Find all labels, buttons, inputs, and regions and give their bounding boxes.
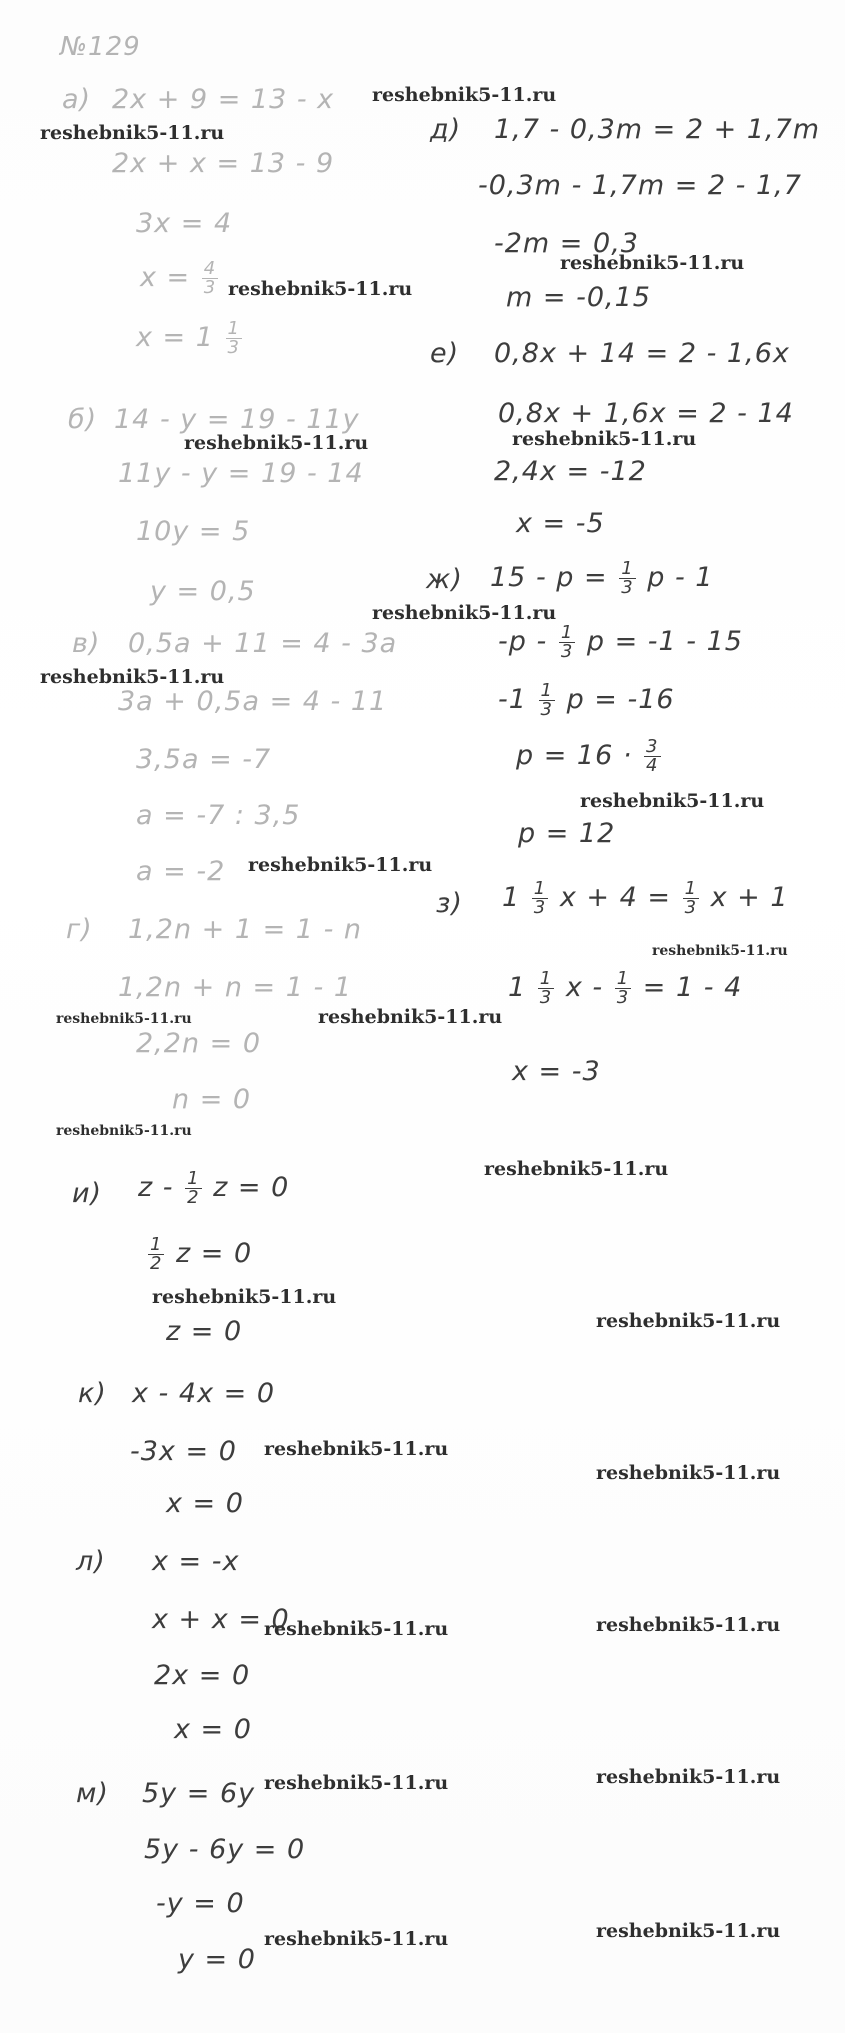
solution-e-step-2: 2,4x = -12 xyxy=(494,456,647,487)
solution-d-step-2: -2m = 0,3 xyxy=(494,228,639,259)
solution-e-label: е) xyxy=(430,338,460,369)
solution-k-equation: x - 4x = 0 xyxy=(132,1378,276,1409)
watermark: reshebnik5-11.ru xyxy=(596,1614,781,1636)
watermark: reshebnik5-11.ru xyxy=(152,1286,337,1308)
solution-zh-equation: 15 - p = $\frac{1}{3}$ p - 1 xyxy=(490,558,714,598)
solution-z-label: з) xyxy=(436,888,463,919)
watermark: reshebnik5-11.ru xyxy=(652,943,788,959)
solution-zh-step-3: p = 16 · $\frac{3}{4}$ xyxy=(516,736,659,776)
solution-zh-step-4: p = 12 xyxy=(518,818,616,849)
watermark: reshebnik5-11.ru xyxy=(596,1920,781,1942)
solution-z-step-2: x = -3 xyxy=(512,1056,601,1087)
watermark: reshebnik5-11.ru xyxy=(372,84,557,106)
solution-m-step-3: y = 0 xyxy=(178,1944,256,1975)
watermark: reshebnik5-11.ru xyxy=(318,1006,503,1028)
watermark: reshebnik5-11.ru xyxy=(40,122,225,144)
watermark: reshebnik5-11.ru xyxy=(264,1928,449,1950)
watermark: reshebnik5-11.ru xyxy=(184,432,369,454)
watermark: reshebnik5-11.ru xyxy=(580,790,765,812)
solution-k-step-1: -3x = 0 xyxy=(130,1436,237,1467)
watermark: reshebnik5-11.ru xyxy=(264,1618,449,1640)
solution-d-label: д) xyxy=(430,114,462,145)
solution-e-step-3: x = -5 xyxy=(516,508,605,539)
watermark: reshebnik5-11.ru xyxy=(596,1766,781,1788)
solution-zh-label: ж) xyxy=(426,564,463,595)
solution-b-label: б) xyxy=(68,404,98,435)
solution-i-label: и) xyxy=(72,1178,103,1209)
solution-g-label: г) xyxy=(66,914,93,945)
solution-e-step-1: 0,8x + 1,6x = 2 - 14 xyxy=(498,398,794,429)
solution-l-step-1: x + x = 0 xyxy=(152,1604,290,1635)
solution-m-step-2: -y = 0 xyxy=(156,1888,245,1919)
solution-zh-step-2: -1 $\frac{1}{3}$ p = -16 xyxy=(498,680,675,720)
watermark: reshebnik5-11.ru xyxy=(56,1123,192,1139)
solution-m-equation: 5y = 6y xyxy=(142,1778,256,1809)
solution-g-step-3: n = 0 xyxy=(172,1084,252,1115)
solution-a-step-4: x = 1 $\frac{1}{3}$ xyxy=(136,318,240,358)
watermark: reshebnik5-11.ru xyxy=(596,1310,781,1332)
watermark: reshebnik5-11.ru xyxy=(596,1462,781,1484)
solution-v-step-1: 3a + 0,5a = 4 - 11 xyxy=(118,686,388,717)
solution-i-equation: z - $\frac{1}{2}$ z = 0 xyxy=(138,1168,290,1208)
watermark: reshebnik5-11.ru xyxy=(248,854,433,876)
solution-l-step-3: x = 0 xyxy=(174,1714,252,1745)
solution-m-label: м) xyxy=(76,1778,109,1809)
watermark: reshebnik5-11.ru xyxy=(560,252,745,274)
solution-v-step-4: a = -2 xyxy=(136,856,226,887)
solution-g-step-2: 2,2n = 0 xyxy=(136,1028,262,1059)
solution-k-step-2: x = 0 xyxy=(166,1488,244,1519)
solution-a-step-2: 3x = 4 xyxy=(136,208,233,239)
solution-v-step-2: 3,5a = -7 xyxy=(136,744,272,775)
solution-m-step-1: 5y - 6y = 0 xyxy=(144,1834,306,1865)
solution-i-step-2: z = 0 xyxy=(166,1316,243,1347)
solution-d-equation: 1,7 - 0,3m = 2 + 1,7m xyxy=(494,114,821,145)
solution-a-label: а) xyxy=(62,84,92,115)
solution-b-step-2: 10y = 5 xyxy=(136,516,251,547)
problem-number: №129 xyxy=(60,32,141,62)
solution-d-step-3: m = -0,15 xyxy=(506,282,651,313)
watermark: reshebnik5-11.ru xyxy=(512,428,697,450)
solution-l-label: л) xyxy=(76,1546,106,1577)
solution-d-step-1: -0,3m - 1,7m = 2 - 1,7 xyxy=(478,170,802,201)
solution-b-equation: 14 - y = 19 - 11y xyxy=(114,404,360,435)
solution-b-step-3: y = 0,5 xyxy=(150,576,256,607)
solution-z-equation: 1 $\frac{1}{3}$ x + 4 = $\frac{1}{3}$ x + 1 xyxy=(502,878,789,918)
solution-v-label: в) xyxy=(72,628,101,659)
watermark: reshebnik5-11.ru xyxy=(40,666,225,688)
watermark: reshebnik5-11.ru xyxy=(264,1772,449,1794)
solution-a-equation: 2x + 9 = 13 - x xyxy=(112,84,335,115)
solution-k-label: к) xyxy=(78,1378,107,1409)
watermark: reshebnik5-11.ru xyxy=(264,1438,449,1460)
solution-a-step-3: x = $\frac{4}{3}$ xyxy=(140,258,217,298)
watermark: reshebnik5-11.ru xyxy=(484,1158,669,1180)
solution-l-equation: x = -x xyxy=(152,1546,240,1577)
solution-b-step-1: 11y - y = 19 - 14 xyxy=(118,458,364,489)
solution-v-step-3: a = -7 : 3,5 xyxy=(136,800,301,831)
watermark: reshebnik5-11.ru xyxy=(372,602,557,624)
solution-zh-step-1: -p - $\frac{1}{3}$ p = -1 - 15 xyxy=(498,622,743,662)
solution-i-step-1: $\frac{1}{2}$ z = 0 xyxy=(150,1234,253,1274)
solution-g-equation: 1,2n + 1 = 1 - n xyxy=(128,914,363,945)
watermark: reshebnik5-11.ru xyxy=(228,278,413,300)
solution-l-step-2: 2x = 0 xyxy=(154,1660,251,1691)
watermark: reshebnik5-11.ru xyxy=(56,1011,192,1027)
solution-v-equation: 0,5a + 11 = 4 - 3a xyxy=(128,628,398,659)
solution-e-equation: 0,8x + 14 = 2 - 1,6x xyxy=(494,338,790,369)
solution-z-step-1: 1 $\frac{1}{3}$ x - $\frac{1}{3}$ = 1 - 4 xyxy=(508,968,743,1008)
solution-a-step-1: 2x + x = 13 - 9 xyxy=(112,148,335,179)
solution-g-step-1: 1,2n + n = 1 - 1 xyxy=(118,972,353,1003)
